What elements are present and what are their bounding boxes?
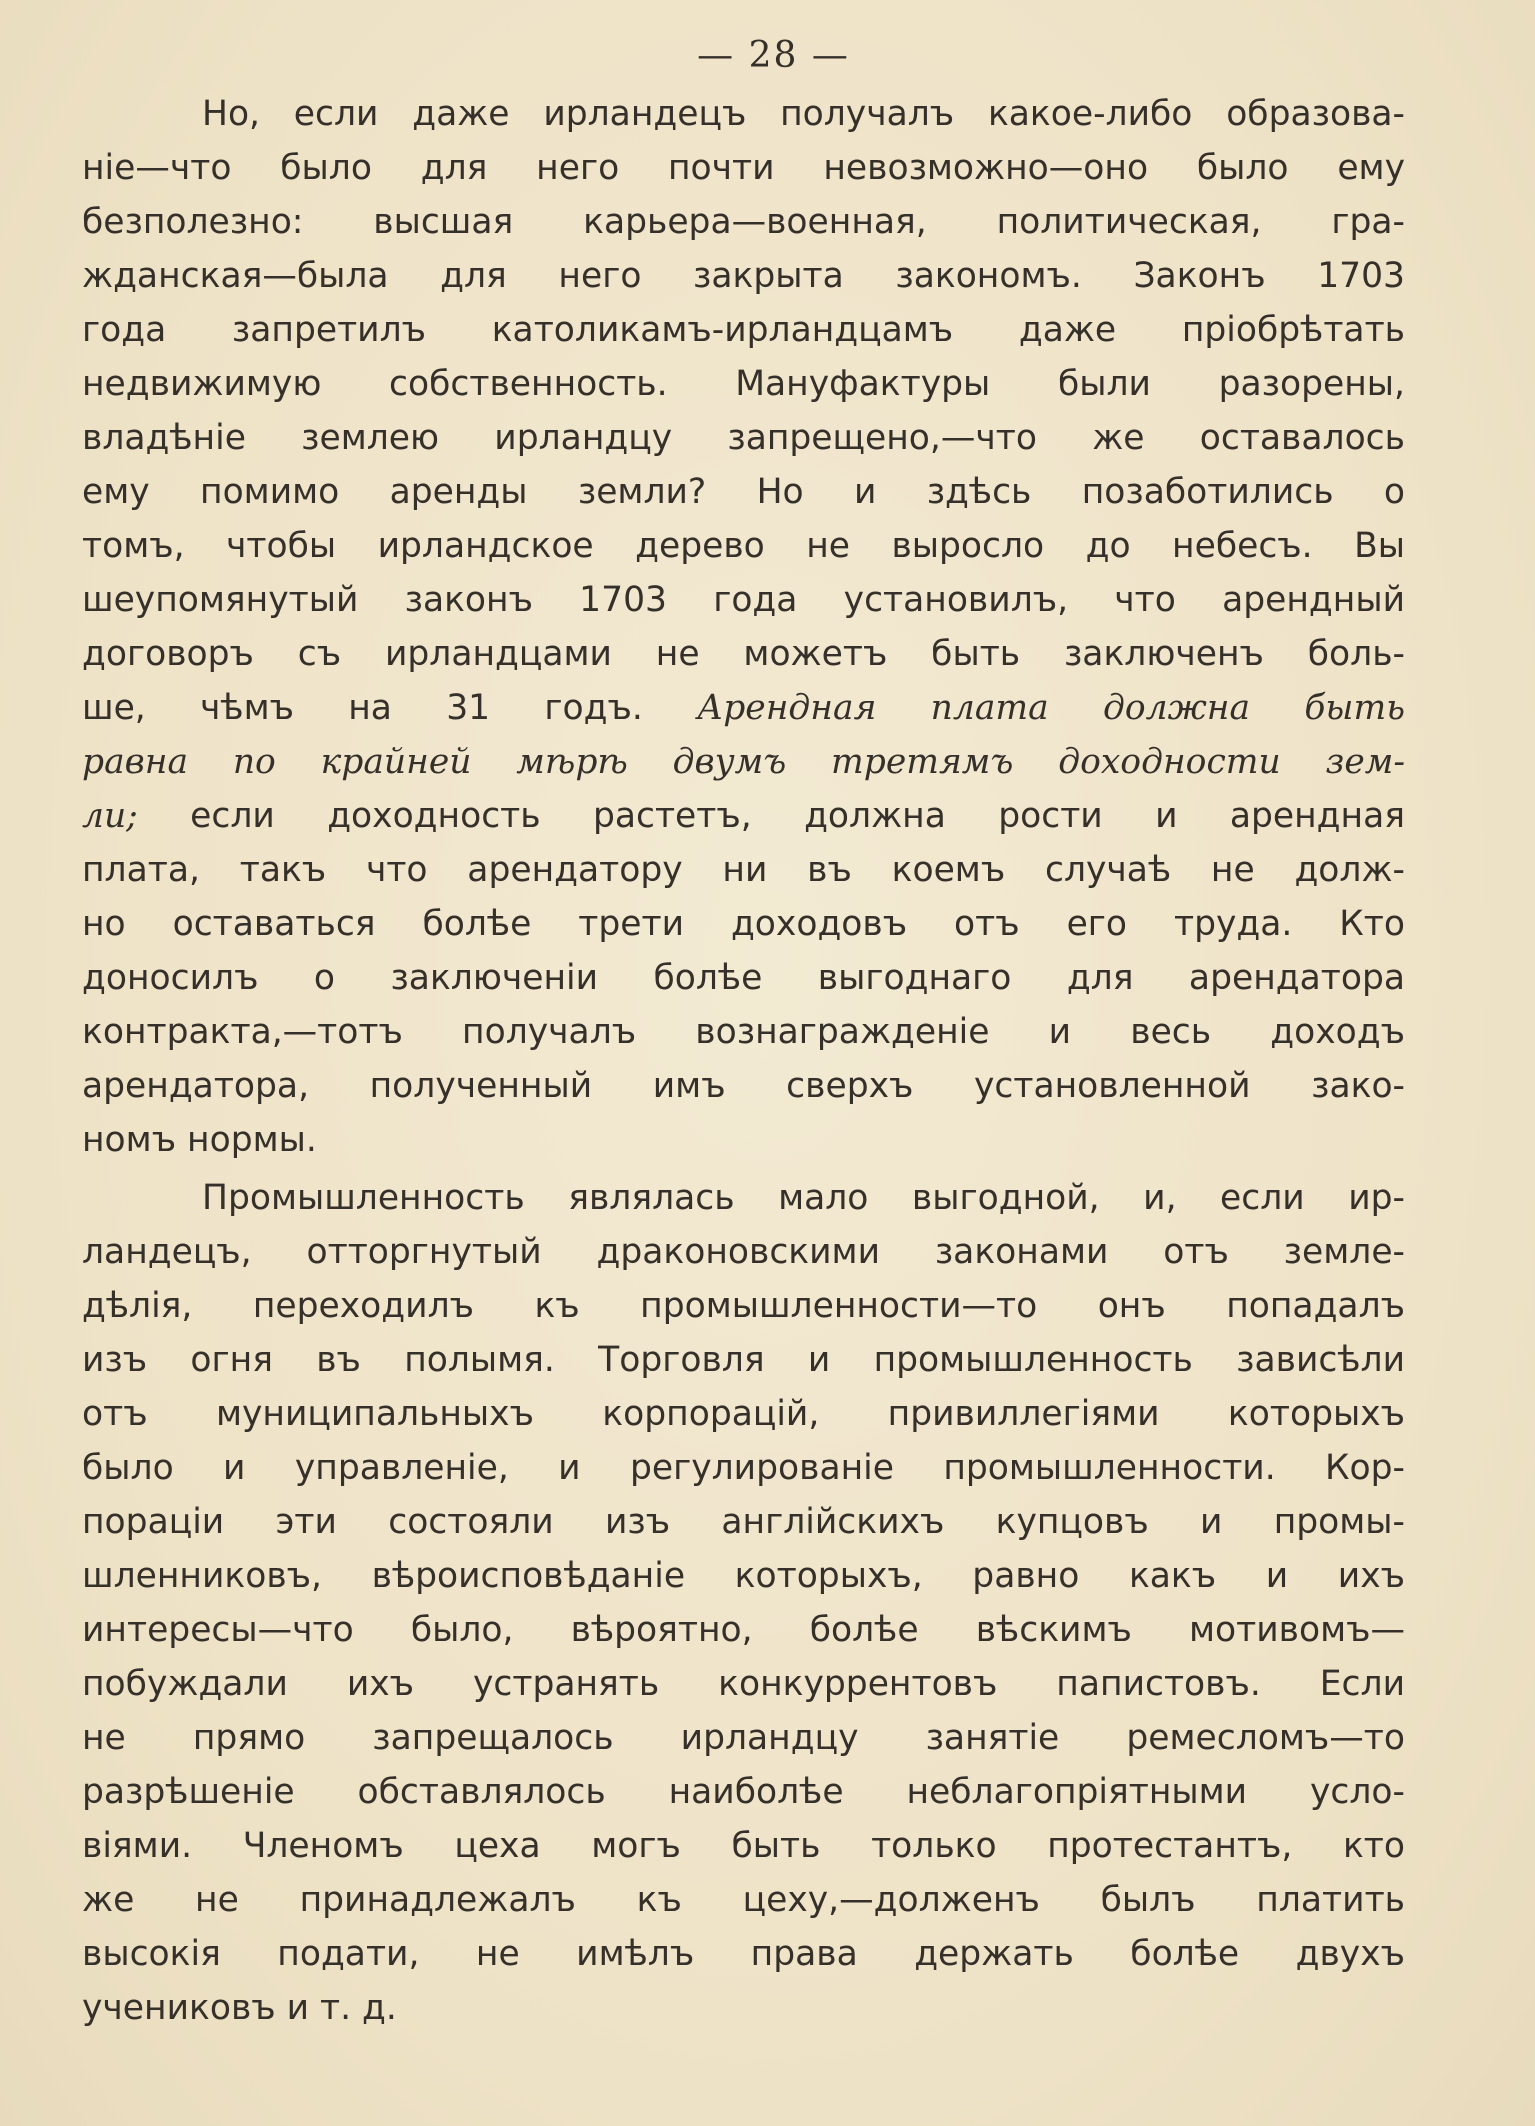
text-segment: если доходность растетъ, должна рости и арендная <box>137 796 1405 836</box>
text-segment: было и управленіе, и регулированіе промышленности. Кор- <box>82 1448 1405 1488</box>
text-line <box>82 1927 1405 1981</box>
text-line <box>82 195 1405 249</box>
page-number: — 28 — <box>697 35 850 76</box>
text-segment: ше, чѣмъ на 31 годъ. <box>82 688 698 728</box>
text-line <box>82 1225 1405 1279</box>
text-segment: высокія подати, не имѣлъ права держать болѣе двухъ <box>82 1934 1405 1974</box>
text-line <box>82 1819 1405 1873</box>
text-line <box>82 1981 1405 2035</box>
italic-text-segment: Арендная плата должна быть <box>697 688 1405 728</box>
text-segment: шеупомянутый законъ 1703 года установилъ, что арендный <box>82 580 1405 620</box>
text-segment: учениковъ и т. д. <box>82 1988 397 2028</box>
text-line <box>82 735 1405 789</box>
text-segment: не прямо запрещалось ирландцу занятіе ремесломъ—то <box>82 1718 1405 1758</box>
text-line <box>82 1495 1405 1549</box>
text-segment: доносилъ о заключеніи болѣе выгоднаго для арендатора <box>82 958 1405 998</box>
text-segment: ландецъ, отторгнутый драконовскими законами отъ земле- <box>82 1232 1405 1272</box>
text-line <box>82 573 1405 627</box>
text-segment: договоръ съ ирландцами не можетъ быть заключенъ боль- <box>82 634 1405 674</box>
text-segment: изъ огня въ полымя. Торговля и промышленность зависѣли <box>82 1340 1405 1380</box>
text-segment: жданская—была для него закрыта закономъ. Законъ 1703 <box>82 256 1405 296</box>
text-segment: Но, если даже ирландецъ получалъ какое-либо образова- <box>202 94 1405 134</box>
text-segment: безполезно: высшая карьера—военная, политическая, гра- <box>82 202 1405 242</box>
text-segment: плата, такъ что арендатору ни въ коемъ случаѣ не долж- <box>82 850 1405 890</box>
text-line <box>82 1171 1405 1225</box>
paragraph-2 <box>82 1171 1405 2035</box>
text-line <box>82 1387 1405 1441</box>
text-line <box>82 1657 1405 1711</box>
text-line <box>82 465 1405 519</box>
text-line <box>82 1005 1405 1059</box>
text-segment: ему помимо аренды земли? Но и здѣсь позаботились о <box>82 472 1405 512</box>
italic-text-segment: ли; <box>82 796 138 836</box>
text-segment: ніе—что было для него почти невозможно—оно было ему <box>82 148 1405 188</box>
text-line <box>82 249 1405 303</box>
text-segment: года запретилъ католикамъ-ирландцамъ даже пріобрѣтать <box>82 310 1405 350</box>
page-text <box>82 87 1405 2035</box>
text-segment: контракта,—тотъ получалъ вознагражденіе и весь доходъ <box>82 1012 1405 1052</box>
text-line <box>82 1333 1405 1387</box>
text-segment: арендатора, полученный имъ сверхъ установленной зако- <box>82 1066 1405 1106</box>
text-line <box>82 1765 1405 1819</box>
text-segment: разрѣшеніе обставлялось наиболѣе неблагопріятными усло- <box>82 1772 1405 1812</box>
text-line <box>82 1873 1405 1927</box>
text-segment: номъ нормы. <box>82 1120 317 1160</box>
text-segment: Промышленность являлась мало выгодной, и, если ир- <box>202 1178 1405 1218</box>
text-line <box>82 411 1405 465</box>
text-line <box>82 1113 1405 1167</box>
text-segment: побуждали ихъ устранять конкуррентовъ папистовъ. Если <box>82 1664 1405 1704</box>
text-segment: владѣніе землею ирландцу запрещено,—что же оставалось <box>82 418 1405 458</box>
text-line <box>82 1279 1405 1333</box>
text-segment: дѣлія, переходилъ къ промышленности—то онъ попадалъ <box>82 1286 1405 1326</box>
text-segment: отъ муниципальныхъ корпорацій, привиллегіями которыхъ <box>82 1394 1405 1434</box>
text-segment: недвижимую собственность. Мануфактуры были разорены, <box>82 364 1405 404</box>
text-segment: пораціи эти состояли изъ англійскихъ купцовъ и промы- <box>82 1502 1405 1542</box>
text-line <box>82 303 1405 357</box>
text-line <box>82 1711 1405 1765</box>
text-segment: интересы—что было, вѣроятно, болѣе вѣскимъ мотивомъ— <box>82 1610 1405 1650</box>
text-line <box>82 789 1405 843</box>
text-segment: віями. Членомъ цеха могъ быть только протестантъ, кто <box>82 1826 1405 1866</box>
text-segment: шленниковъ, вѣроисповѣданіе которыхъ, равно какъ и ихъ <box>82 1556 1405 1596</box>
text-line <box>82 357 1405 411</box>
text-segment: томъ, чтобы ирландское дерево не выросло до небесъ. Вы <box>82 526 1405 566</box>
text-line <box>82 1441 1405 1495</box>
text-line <box>82 141 1405 195</box>
text-segment: но оставаться болѣе трети доходовъ отъ его труда. Кто <box>82 904 1405 944</box>
text-line <box>82 519 1405 573</box>
text-line <box>82 681 1405 735</box>
text-line <box>82 1549 1405 1603</box>
text-line <box>82 897 1405 951</box>
text-line <box>82 1603 1405 1657</box>
text-line <box>82 627 1405 681</box>
paragraph-1 <box>82 87 1405 1167</box>
text-line <box>82 951 1405 1005</box>
text-line <box>82 843 1405 897</box>
text-line <box>82 1059 1405 1113</box>
italic-text-segment: равна по крайней мѣрѣ двумъ третямъ доходности зем- <box>82 742 1405 782</box>
text-line <box>82 87 1405 141</box>
text-segment: же не принадлежалъ къ цеху,—долженъ былъ платить <box>82 1880 1405 1920</box>
